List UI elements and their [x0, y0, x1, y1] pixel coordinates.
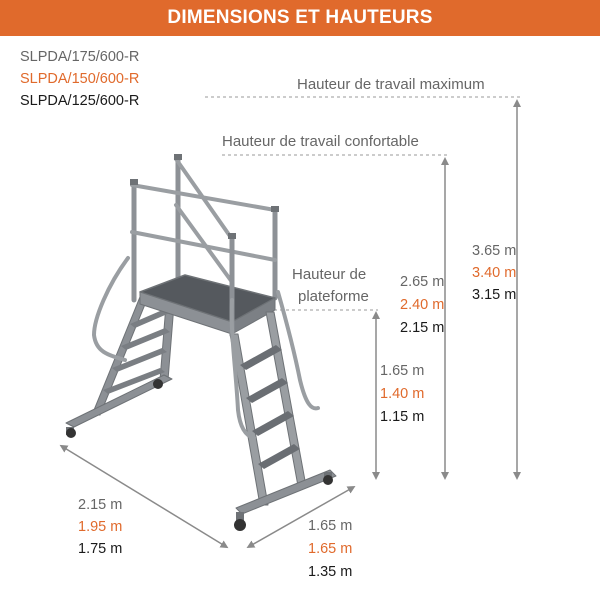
model-175: SLPDA/175/600-R [20, 49, 140, 65]
platform-height-value-175: 1.65 m [380, 363, 425, 379]
comfort-height-value-125: 2.15 m [400, 320, 445, 336]
banner-title: DIMENSIONS ET HAUTEURS [167, 7, 433, 28]
comfort-height-value-150: 2.40 m [400, 297, 445, 313]
length-value-125: 1.75 m [78, 541, 123, 557]
length-value-175: 2.15 m [78, 497, 123, 513]
length-value-150: 1.95 m [78, 519, 123, 535]
model-125: SLPDA/125/600-R [20, 93, 140, 109]
platform-height-value-150: 1.40 m [380, 386, 425, 402]
model-150: SLPDA/150/600-R [20, 71, 140, 87]
max-height-value-125: 3.15 m [472, 287, 517, 303]
width-value-150: 1.65 m [308, 541, 353, 557]
max-height-value-150: 3.40 m [472, 265, 517, 281]
width-value-125: 1.35 m [308, 564, 353, 580]
label-max-work-height: Hauteur de travail maximum [297, 76, 485, 93]
platform-height-value-125: 1.15 m [380, 409, 425, 425]
label-comfort-work-height: Hauteur de travail confortable [222, 133, 419, 150]
comfort-height-value-175: 2.65 m [400, 274, 445, 290]
max-height-value-175: 3.65 m [472, 243, 517, 259]
label-platform-height-line2: plateforme [298, 288, 369, 305]
width-value-175: 1.65 m [308, 518, 353, 534]
label-platform-height-line1: Hauteur de [292, 266, 367, 283]
